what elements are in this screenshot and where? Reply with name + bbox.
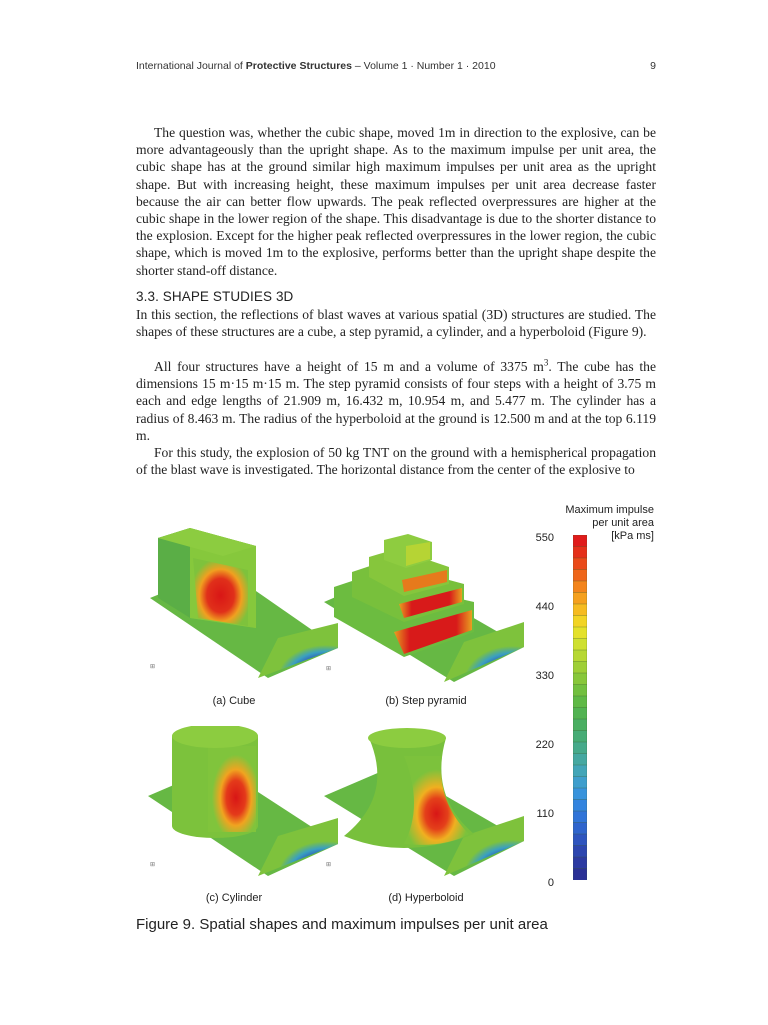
colorbar-swatch [573,570,587,582]
colorbar-tick: 330 [535,670,554,682]
colorbar-swatch [573,604,587,616]
colorbar-title: Maximum impulse per unit area [kPa ms] [565,504,654,542]
paragraph-intro-3d: In this section, the reflections of blast waves at various spatial (3D) structures are studied. The shapes of these structures are a cube, a step pyramid, a cylinder, and a hyperboloid (Figure 9). [136,307,656,340]
colorbar-swatch [573,846,587,858]
hyperboloid-render [324,726,524,886]
colorbar-swatch [573,650,587,662]
colorbar-swatch [573,823,587,835]
colorbar-swatch [573,719,587,731]
colorbar-tick: 110 [536,808,554,820]
colorbar-tick: 220 [535,739,554,751]
colorbar-tick: 550 [535,532,554,544]
section-heading: 3.3. SHAPE STUDIES 3D [136,289,294,304]
colorbar-swatch [573,708,587,720]
colorbar-swatch [573,616,587,628]
cube-render [148,528,338,688]
colorbar-swatch [573,811,587,823]
colorbar [573,535,587,880]
colorbar-tick: 0 [547,877,554,889]
colorbar-swatch [573,731,587,743]
paragraph-explosion: For this study, the explosion of 50 kg TNT on the ground with a hemispherical propagation of the blast wave is investigated. The horizontal distance from the center of the explosive to [136,445,656,478]
panel-label-step-pyramid: (b) Step pyramid [385,695,467,707]
colorbar-swatch [573,857,587,869]
colorbar-swatch [573,685,587,697]
running-header [136,60,656,76]
colorbar-swatch [573,777,587,789]
colorbar-swatch [573,800,587,812]
figure-9 [136,498,656,908]
colorbar-swatch [573,765,587,777]
colorbar-swatch [573,696,587,708]
colorbar-swatch [573,869,587,881]
colorbar-swatch [573,662,587,674]
step-pyramid-render [324,532,524,692]
svg-text:⊞: ⊞ [150,664,156,670]
colorbar-swatch [573,593,587,605]
paragraph-dimensions: All four structures have a height of 15 m and a volume of 3375 $m^3$. The cube has the dimensions 15 m·15 m·15 m. The step pyramid consists of four steps with a height of 3.75 m each and edge lengths of 21.909 m, 16.432 m, 10.954 m, and 5.477 m. The cylinder has a radius of 8.463 m. The radius of the hyperboloid at the ground is 12.500 m and at the top 6.119 m. [136,357,656,443]
panel-label-cube: (a) Cube [212,695,256,707]
page-number: 9 [650,60,656,72]
colorbar-swatch [573,547,587,559]
panel-label-cylinder: (c) Cylinder [205,892,263,904]
colorbar-swatch [573,535,587,547]
colorbar-swatch [573,742,587,754]
colorbar-tick: 440 [535,601,554,613]
journal-title: International Journal of Protective Structures – Volume 1 · Number 1 · 2010 [136,60,496,72]
colorbar-swatch [573,788,587,800]
colorbar-swatch [573,754,587,766]
colorbar-swatch [573,834,587,846]
svg-text:⊞: ⊞ [326,862,332,868]
figure-caption: Figure 9. Spatial shapes and maximum impulses per unit area [136,916,548,933]
svg-text:⊞: ⊞ [326,666,332,672]
panel-label-hyperboloid: (d) Hyperboloid [388,892,464,904]
cylinder-render [148,726,338,886]
paragraph-shape-comparison: The question was, whether the cubic shape, moved 1m in direction to the explosive, can be more advantageously than the upright shape. As to the maximum impulse per unit area, the cubic shape has at the ground similar high maximum impulses per unit area as the upright shape. But with increasing height, these maximum impulses per unit area decrease faster because the air can better flow upwards. The peak reflected overpressures are higher at the cubic shape in the lower region of the shape. This disadvantage is due to the shorter distance to the explosion. Except for the higher peak reflected overpressures in the lower region, the cubic shape, which is moved 1m to the explosive, performs better than the upright shape despite the shorter stand-off distance. [136,125,656,278]
svg-text:⊞: ⊞ [150,862,156,868]
colorbar-swatch [573,558,587,570]
colorbar-swatch [573,581,587,593]
colorbar-swatch [573,627,587,639]
colorbar-swatch [573,673,587,685]
colorbar-swatch [573,639,587,651]
